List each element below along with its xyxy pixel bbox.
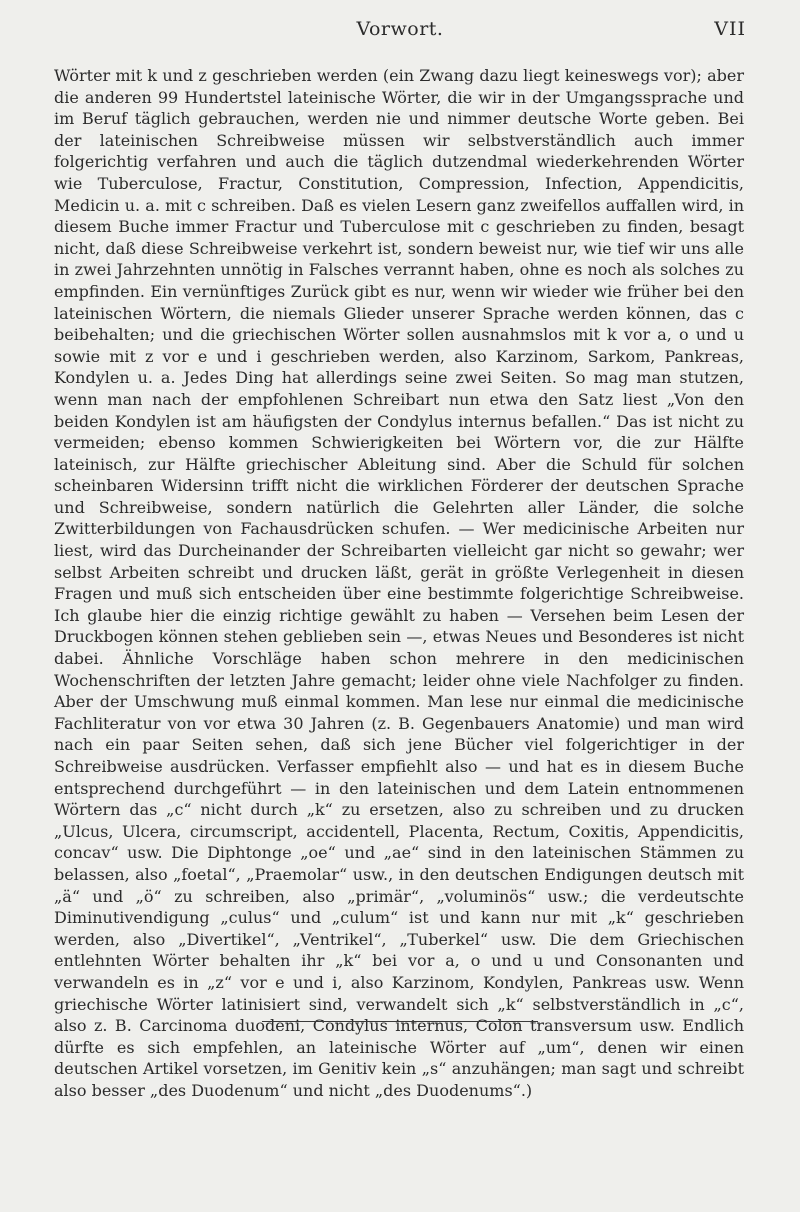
running-title: Vorwort. <box>356 18 444 40</box>
page-number: VII <box>714 18 746 40</box>
body-paragraph: Wörter mit k und z geschrieben werden (ein Zwang dazu liegt keineswegs vor); aber die anderen 99 Hundertstel lateinische Wörter, die wir in der Umgangssprache und im Beruf täglich gebrauchen, werden nie und nimmer deutsche Worte geben. Bei der lateinischen Schreibweise müssen wir selbstverständlich auch immer folgerichtig verfahren und auch die täglich dutzendmal wiederkehrenden Wörter wie Tuberculose, Fractur, Constitution, Compression, Infection, Appendicitis, Medicin u. a. mit c schreiben. Daß es vielen Lesern ganz zweifellos auffallen wird, in diesem Buche immer Fractur und Tuberculose mit c geschrieben zu finden, besagt nicht, daß diese Schreibweise verkehrt ist, sondern beweist nur, wie tief wir uns alle in zwei Jahrzehnten unnötig in Falsches verrannt haben, ohne es noch als solches zu empfinden. Ein vernünftiges Zurück gibt es nur, wenn wir wieder wie früher bei den lateinischen Wörtern, die niemals Glieder unserer Sprache werden können, das c beibehalten; und die griechischen Wörter sollen ausnahmslos mit k vor a, o und u sowie mit z vor e und i geschrieben werden, also Karzinom, Sarkom, Pankreas, Kondylen u. a. Jedes Ding hat allerdings seine zwei Seiten. So mag man stutzen, wenn man nach der empfohlenen Schreibart nun etwa den Satz liest „Von den beiden Kondylen ist am häufigsten der Condylus internus befallen.“ Das ist nicht zu vermeiden; ebenso kommen Schwierigkeiten bei Wörtern vor, die zur Hälfte lateinisch, zur Hälfte griechischer Ableitung sind. Aber die Schuld für solchen scheinbaren Widersinn trifft nicht die wirklichen Förderer der deutschen Sprache und Schreibweise, sondern natürlich die Gelehrten aller Länder, die solche Zwitterbildungen von Fachausdrücken schufen. — Wer medicinische Arbeiten nur liest, wird das Durcheinander der Schreibarten vielleicht gar nicht so gewahr; wer selbst Arbeiten schreibt und drucken läßt, gerät in größte Verlegenheit in diesen Fragen und muß sich entscheiden über eine bestimmte folgerichtige Schreibweise. Ich glaube hier die einzig richtige gewählt zu haben — Versehen beim Lesen der Druckbogen können stehen geblieben sein —, etwas Neues und Besonderes ist nicht dabei. Ähnliche Vorschläge haben schon mehrere in den medicinischen Wochenschriften der letzten Jahre gemacht; leider ohne viele Nachfolger zu finden. Aber der Umschwung muß einmal kommen. Man lese nur einmal die medicinische Fachliteratur von vor etwa 30 Jahren (z. B. Gegenbauers Anatomie) und man wird nach ein paar Seiten sehen, daß sich jene Bücher viel folgerichtiger in der Schreibweise ausdrücken. Verfasser empfiehlt also — und hat es in diesem Buche entsprechend durchgeführt — in den lateinischen und dem Latein entnommenen Wörtern das „c“ nicht durch „k“ zu ersetzen, also zu schreiben und zu drucken „Ulcus, Ulcera, circumscript, accidentell, Placenta, Rectum, Coxitis, Appendicitis, concav“ usw. Die Diphtonge „oe“ und „ae“ sind in den lateinischen Stämmen zu belassen, also „foetal“, „Praemolar“ usw., in den deutschen Endigungen deutsch mit „ä“ und „ö“ zu schreiben, also „primär“, „voluminös“ usw.; die verdeutschte Diminutivendigung „culus“ und „culum“ ist und kann nur mit „k“ geschrieben werden, also „Divertikel“, „Ventrikel“, „Tuberkel“ usw. Die dem Griechischen entlehnten Wörter behalten ihr „k“ bei vor a, o und u und Consonanten und verwandeln es in „z“ vor e und i, also Karzinom, Kondylen, Pankreas usw. Wenn griechische Wörter latinisiert sind, verwandelt sich „k“ selbstverständlich in „c“, also z. B. Carcinoma duodeni, Condylus internus, Colon transversum usw. Endlich dürfte es sich empfehlen, an lateinische Wörter auf „um“, denen wir einen deutschen Artikel vorsetzen, im Genitiv kein „s“ anzuhängen; man sagt und schreibt also besser „des Duodenum“ und nicht „des Duodenums“.) <box>54 66 744 1100</box>
end-rule <box>262 1021 538 1022</box>
page-header <box>54 18 746 42</box>
